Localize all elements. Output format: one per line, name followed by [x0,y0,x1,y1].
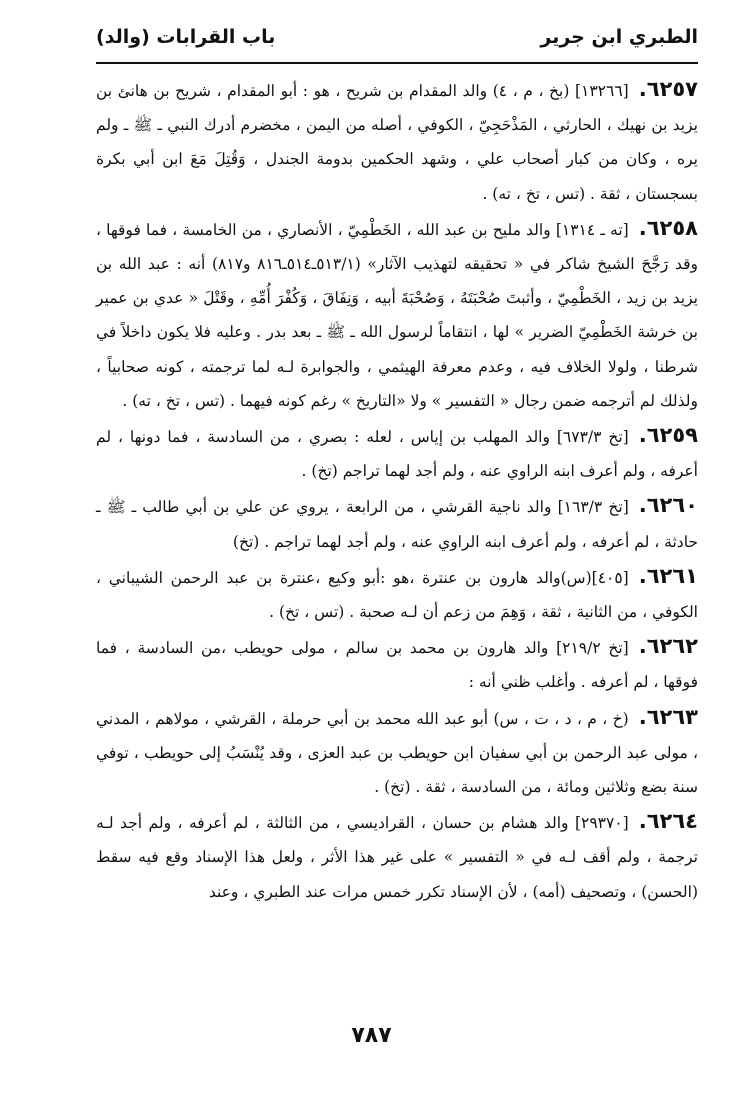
entry-number: ٦٢٦٢. [638,634,698,659]
entry-text: [تخ ٢١٩/٢] والد هارون بن محمد بن سالم ، مولى حويطب ،من السادسة ، فما فوقها ، لم أعرفه . وأغلب ظني أنه : [96,639,698,692]
entry-number: ٦٢٦٤. [638,809,698,834]
entry-6257 [96,72,698,211]
entry-number: ٦٢٥٩. [638,423,698,448]
entry-6262 [96,629,698,699]
entry-6260 [96,488,698,558]
entry-6261 [96,559,698,629]
entry-6258 [96,211,698,418]
entry-number: ٦٢٥٨. [638,215,698,240]
entry-number: ٦٢٦٠. [638,493,699,518]
entry-text: [١٣٢٦٦] (بخ ، م ، ٤) والد المقدام بن شريح ، هو : أبو المقدام ، شريح بن هانئ بن يزيد بن نهيك ، الحارثي ، المَذْحَجِيّ ، الكوفي ، أصله من اليمن ، مخضرم أدرك النبي ـ ﷺ ـ ولم يره ، وكان من كبار أصحاب علي ، وشهد الحكمين بدومة الجندل ، وَقُتِلَ مَعَ ابن أبي بكرة بسجستان ، ثقة . (تس ، تخ ، ته) . [96,82,698,203]
running-header [96,26,698,64]
entry-6263 [96,700,698,805]
entry-text: [تخ ٦٧٣/٣] والد المهلب بن إياس ، لعله : بصري ، من السادسة ، فما دونها ، لم أعرفه ، ولم أعرف ابنه الراوي عنه ، ولم أجد لهما تراجم (تخ) . [96,428,698,481]
biographical-entries [96,72,698,909]
entry-number: ٦٢٥٧. [638,77,698,101]
entry-text: [تخ ١٦٣/٣] والد ناجية القرشي ، من الرابعة ، يروي عن علي بن أبي طالب ـ ﷺ ـ حادثة ، لم أعرفه ، ولم أعرف ابنه الراوي عنه ، ولم أجد لهما تراجم . (تخ) [96,498,698,551]
chapter-title: باب القرابات (والد) [96,26,276,48]
entry-number: ٦٢٦٣. [638,704,698,729]
entry-6259 [96,418,698,488]
running-title: الطبري ابن جرير [540,26,698,48]
entry-text: (خ ، م ، د ، ت ، س) أبو عبد الله محمد بن أبي حرملة ، القرشي ، مولاهم ، المدني ، مولى عبد الرحمن بن أبي سفيان ابن حويطب بن عبد العزى ، وقد يُنْسَبُ إلى حويطب ، توفي سنة بضع وثلاثين ومائة ، من السادسة ، ثقة . (تخ) . [96,709,698,797]
entry-text: [٢٩٣٧٠] والد هشام بن حسان ، القراديسي ، من الثالثة ، لم أعرفه ، ولم أجد لـه ترجمة ، ولم أقف لـه في « التفسير » على غير هذا الأثر ، ولعل هذا الإسناد وقع فيه سقط (الحسن) ، وتصحيف (أمه) ، لأن الإسناد تكرر خمس مرات عند الطبري ، وعند [96,814,698,901]
entry-6264 [96,804,698,909]
entry-text: [ته ـ ١٣١٤] والد مليح بن عبد الله ، الخَطْمِيّ ، الأنصاري ، من الخامسة ، فما فوقها ، وقد رَجَّحَ الشيخ شاكر في « تحقيقه لتهذيب الآثار» (٥١٣/١ـ٥١٤ـ٨١٦ و٨١٧) أنه : عبد الله بن يزيد بن زيد ، الخَطْمِيّ ، وأثبتَ صُحْبَتَهُ ، وَصُحْبَةَ أبيه ، وَنِفَاقَ ، وَكُفْرَ أُمِّهِ ، وقَتْلَ « عدي بن عمير بن خرشة الخَطْمِيّ الضرير » لها ، انتقاماً لرسول الله ـ ﷺ ـ بعد بدر . وعليه فلا يكون داخلاً في شرطنا ، ولولا الخلاف فيه ، وعدم معرفة الهيثمي ، والجوابرة لـه لما ترجمته ، كونه صحابياً ، ولذلك لم أترجمه ضمن رجال « التفسير » ولا «التاريخ » رغم كونه فيهما . (تس ، تخ ، ته) . [96,220,698,410]
page-number: ٧٨٧ [351,1023,392,1048]
entry-text: [٤٠٥](س)والد هارون بن عنترة ،هو :أبو وكيع ،عنترة بن عبد الرحمن الشيباني ، الكوفي ، من الثانية ، ثقة ، وَهِمَ من زعم أن لـه صحبة . (تس ، تخ) . [96,568,698,622]
entry-number: ٦٢٦١. [638,563,698,588]
